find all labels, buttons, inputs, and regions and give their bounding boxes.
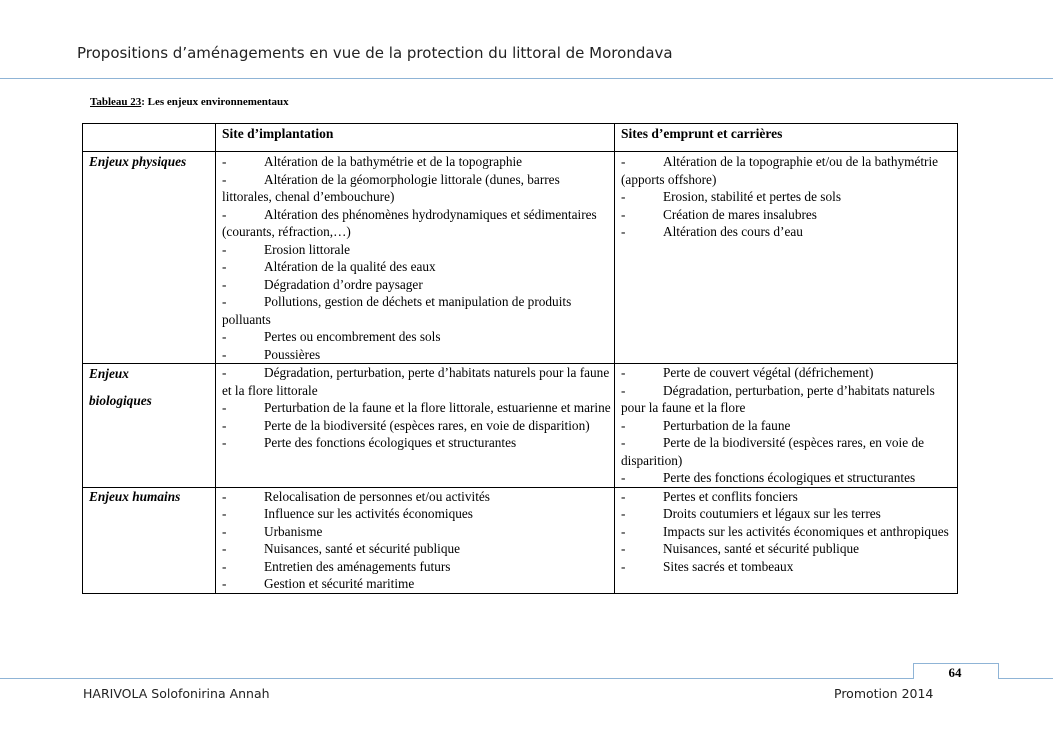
list-item: [222, 241, 614, 259]
list-item: [222, 258, 614, 276]
list-item: [621, 558, 957, 576]
list-item: [621, 540, 957, 558]
header-cell-empty: [83, 124, 216, 152]
bullet-dash: -: [222, 206, 227, 222]
header-cell-site-implantation: Site d’implantation: [216, 124, 615, 152]
list-item-text: Poussières: [264, 346, 321, 362]
row-label-human: Enjeux humains: [83, 487, 216, 593]
bullet-dash: -: [621, 365, 626, 380]
list-item: [621, 153, 957, 188]
footer-promotion: Promotion 2014: [834, 686, 934, 701]
list-item-text: Entretien des aménagements futurs: [264, 558, 451, 574]
bullet-dash: -: [621, 189, 626, 204]
list-item-text: Altération des cours d’eau: [663, 224, 803, 239]
bullet-dash: -: [222, 488, 227, 504]
list-item: [621, 382, 957, 417]
list-item-text: Pertes et conflits fonciers: [663, 488, 798, 504]
row-label-biological-line2: biologiques: [89, 392, 152, 408]
list-item-text: Altération de la géomorphologie littorale (dunes, barres littorales, chenal d’embouchure): [222, 171, 560, 204]
list-item: [222, 417, 614, 435]
row-label-physical: Enjeux physiques: [83, 152, 216, 364]
bullet-dash: -: [222, 558, 227, 574]
list-item-text: Altération de la bathymétrie et de la topographie: [264, 154, 523, 169]
bullet-dash: -: [222, 400, 227, 415]
bullet-dash: -: [621, 382, 626, 398]
bullet-dash: -: [222, 171, 227, 187]
page-number: 64: [948, 665, 962, 680]
list-item-text: Gestion et sécurité maritime: [264, 576, 415, 591]
list-item-text: Nuisances, santé et sécurité publique: [264, 541, 461, 556]
footer-author: HARIVOLA Solofonirina Annah: [83, 686, 270, 701]
bullet-dash: -: [621, 154, 626, 169]
list-item: [621, 505, 957, 523]
bullet-dash: -: [621, 417, 626, 433]
list-item: [222, 346, 614, 364]
list-item-text: Droits coutumiers et légaux sur les terres: [663, 506, 881, 521]
list-item: [222, 328, 614, 346]
list-item-text: Nuisances, santé et sécurité publique: [663, 541, 860, 556]
row-label-biological-line1: Enjeux: [89, 366, 129, 381]
list-item-text: Pollutions, gestion de déchets et manipulation de produits polluants: [222, 294, 572, 327]
bullet-dash: -: [621, 541, 626, 556]
list-item-text: Perte des fonctions écologiques et structurantes: [264, 435, 517, 450]
bullet-dash: -: [621, 206, 626, 222]
list-item: [621, 417, 957, 435]
list-item-text: Dégradation, perturbation, perte d’habitats naturels pour la faune et la flore: [621, 382, 935, 415]
list-item: [621, 188, 957, 206]
bullet-dash: -: [222, 576, 227, 591]
list-item: [621, 488, 957, 506]
table-caption: [90, 96, 289, 108]
list-item-text: Urbanisme: [264, 523, 323, 539]
list-item: [222, 153, 614, 171]
list-item-text: Erosion, stabilité et pertes de sols: [663, 189, 841, 204]
bullet-dash: -: [222, 154, 227, 169]
bullet-dash: -: [222, 329, 227, 344]
bullet-dash: -: [621, 224, 626, 239]
environmental-issues-table: [82, 123, 958, 594]
cell-physical-implantation: [216, 152, 615, 364]
list-item: [222, 293, 614, 328]
bullet-dash: -: [222, 346, 227, 362]
list-item: [621, 523, 957, 541]
table-caption-label: Tableau 23: [90, 96, 142, 108]
list-item-text: Perte des fonctions écologiques et structurantes: [663, 470, 916, 485]
list-item: [222, 399, 614, 417]
bullet-dash: -: [621, 488, 626, 504]
list-item: [222, 523, 614, 541]
list-item: [621, 223, 957, 241]
list-item-text: Dégradation d’ordre paysager: [264, 276, 423, 292]
list-item: [621, 469, 957, 487]
list-item-text: Influence sur les activités économiques: [264, 506, 473, 521]
row-label-biological: [83, 364, 216, 488]
bullet-dash: -: [222, 506, 227, 521]
list-item: [621, 206, 957, 224]
bullet-dash: -: [621, 470, 626, 485]
list-item-text: Altération de la topographie et/ou de la bathymétrie (apports offshore): [621, 154, 939, 187]
list-item-text: Perte de la biodiversité (espèces rares, en voie de disparition): [621, 435, 925, 468]
table-row-physical: [83, 152, 958, 364]
bullet-dash: -: [222, 435, 227, 450]
bullet-dash: -: [222, 294, 227, 309]
bullet-dash: -: [222, 523, 227, 539]
list-item: [222, 276, 614, 294]
cell-biological-implantation: [216, 364, 615, 488]
table-header-row: [83, 124, 958, 152]
footer-divider: [0, 678, 1053, 679]
list-item-text: Altération des phénomènes hydrodynamiques et sédimentaires (courants, réfraction,…): [222, 206, 597, 239]
cell-human-emprunt: [615, 487, 958, 593]
header-divider: [0, 78, 1053, 79]
list-item-text: Erosion littorale: [264, 241, 351, 257]
bullet-dash: -: [222, 541, 227, 556]
page-header-title: Propositions d’aménagements en vue de la protection du littoral de Morondava: [77, 44, 673, 62]
bullet-dash: -: [222, 365, 227, 380]
header-cell-sites-emprunt: Sites d’emprunt et carrières: [615, 124, 958, 152]
list-item-text: Sites sacrés et tombeaux: [663, 558, 794, 574]
list-item: [222, 575, 614, 593]
list-item: [222, 488, 614, 506]
list-item-text: Perturbation de la faune: [663, 417, 791, 433]
bullet-dash: -: [222, 276, 227, 292]
list-item-text: Impacts sur les activités économiques et anthropiques: [663, 523, 949, 539]
cell-human-implantation: [216, 487, 615, 593]
list-item-text: Relocalisation de personnes et/ou activités: [264, 488, 490, 504]
list-item-text: Perturbation de la faune et la flore littorale, estuarienne et marine: [264, 400, 611, 415]
bullet-dash: -: [222, 417, 227, 433]
cell-physical-emprunt: [615, 152, 958, 364]
list-item: [222, 540, 614, 558]
list-item: [222, 505, 614, 523]
list-item: [621, 364, 957, 382]
list-item-text: Création de mares insalubres: [663, 206, 817, 222]
table-row-human: [83, 487, 958, 593]
list-item-text: Pertes ou encombrement des sols: [264, 329, 441, 344]
list-item: [621, 434, 957, 469]
table-caption-text: : Les enjeux environnementaux: [141, 96, 289, 108]
list-item: [222, 434, 614, 452]
list-item: [222, 206, 614, 241]
list-item-text: Perte de couvert végétal (défrichement): [663, 365, 874, 380]
list-item: [222, 171, 614, 206]
list-item-text: Perte de la biodiversité (espèces rares, en voie de disparition): [264, 417, 590, 433]
list-item: [222, 364, 614, 399]
list-item-text: Dégradation, perturbation, perte d’habitats naturels pour la faune et la flore littorale: [222, 365, 610, 398]
list-item-text: Altération de la qualité des eaux: [264, 259, 436, 274]
bullet-dash: -: [222, 241, 227, 257]
list-item: [222, 558, 614, 576]
bullet-dash: -: [621, 558, 626, 574]
bullet-dash: -: [222, 259, 227, 274]
table-row-biological: [83, 364, 958, 488]
bullet-dash: -: [621, 523, 626, 539]
bullet-dash: -: [621, 435, 626, 450]
bullet-dash: -: [621, 506, 626, 521]
cell-biological-emprunt: [615, 364, 958, 488]
